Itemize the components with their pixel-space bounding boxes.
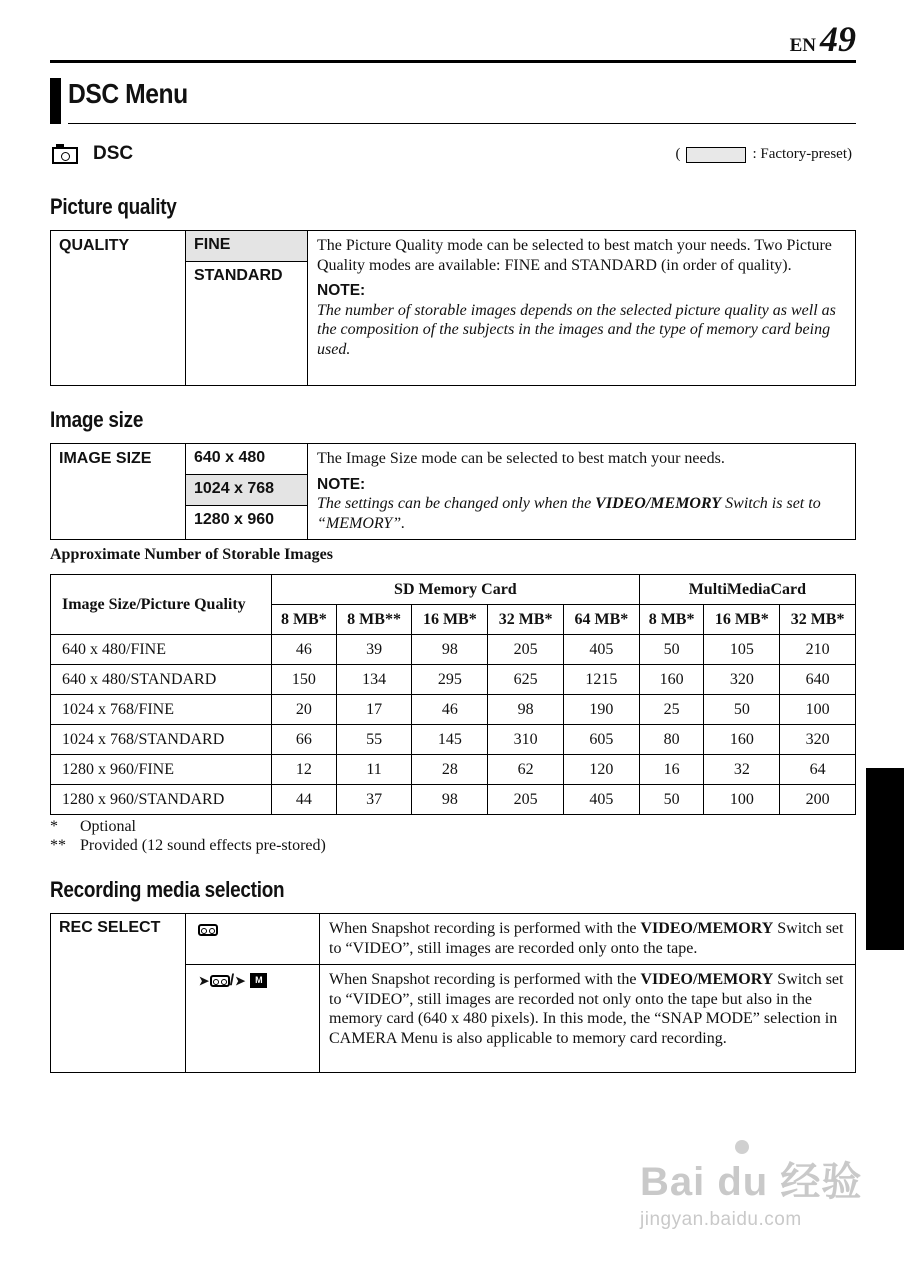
image-size-heading: Image size — [50, 407, 144, 432]
table-cell: 98 — [412, 785, 488, 815]
table-cell: 80 — [639, 725, 704, 755]
preset-text: : Factory-preset) — [752, 146, 852, 162]
table-cell: 20 — [272, 695, 337, 725]
row-label: 1280 x 960/FINE — [51, 755, 272, 785]
quality-note-label: NOTE: — [317, 282, 366, 299]
rec-option-tape — [186, 914, 320, 965]
table-cell: 160 — [704, 725, 780, 755]
table-cell: 210 — [780, 635, 856, 665]
table-cell: 200 — [780, 785, 856, 815]
table-cell: 145 — [412, 725, 488, 755]
table-cell: 134 — [336, 665, 412, 695]
table-cell: 46 — [412, 695, 488, 725]
quality-note: The number of storable images depends on the selected picture quality as well as the composition of the subjects in the images and the type of memory card being used. — [317, 301, 836, 358]
page-number-value: 49 — [820, 19, 856, 59]
quality-options — [186, 231, 308, 386]
image-size-table — [50, 443, 856, 540]
quality-item: QUALITY — [51, 231, 186, 386]
image-size-options — [186, 444, 308, 540]
picture-quality-table — [50, 230, 856, 386]
rec-media-heading: Recording media selection — [50, 877, 285, 902]
table-row — [51, 695, 856, 725]
table-cell: 105 — [704, 635, 780, 665]
preset-paren: ( — [675, 146, 681, 162]
table-row — [51, 665, 856, 695]
row2-pre: When Snapshot recording is performed with the — [329, 971, 641, 988]
arrow-icon: ➤ — [198, 972, 210, 989]
row1-post: Switch set to “VIDEO”, still images are recorded only onto the tape. — [329, 920, 844, 957]
row-label: 640 x 480/STANDARD — [51, 665, 272, 695]
row-label: 1024 x 768/STANDARD — [51, 725, 272, 755]
language-label: EN — [789, 35, 816, 56]
table-cell: 205 — [488, 635, 564, 665]
table-cell: 320 — [780, 725, 856, 755]
table-cell: 64 — [780, 755, 856, 785]
dsc-subheader — [52, 143, 133, 165]
table-cell: 50 — [704, 695, 780, 725]
table-cell: 66 — [272, 725, 337, 755]
option-separator: / — [229, 972, 235, 989]
table-cell: 44 — [272, 785, 337, 815]
table-cell: 640 — [780, 665, 856, 695]
factory-preset-legend — [675, 146, 852, 163]
row-label: 1280 x 960/STANDARD — [51, 785, 272, 815]
table-row — [51, 755, 856, 785]
memory-card-icon: M — [250, 973, 267, 988]
title-rule — [68, 123, 856, 124]
footnote-1 — [50, 818, 136, 836]
note-pre: The settings can be changed only when the — [317, 495, 596, 512]
image-size-item: IMAGE SIZE — [51, 444, 186, 540]
image-size-description — [308, 444, 856, 540]
watermark — [640, 1150, 862, 1231]
image-size-note — [317, 494, 846, 533]
rec-row2-description — [320, 965, 856, 1073]
footnote-text: Optional — [80, 818, 136, 835]
column-header: 32 MB* — [488, 605, 564, 635]
mmc-header: MultiMediaCard — [639, 575, 855, 605]
column-header: 16 MB* — [412, 605, 488, 635]
arrow-icon: ➤ — [234, 972, 246, 989]
table-cell: 16 — [639, 755, 704, 785]
row1-pre: When Snapshot recording is performed with the — [329, 920, 641, 937]
rec-row1-description — [320, 914, 856, 965]
column-header: 16 MB* — [704, 605, 780, 635]
watermark-url: jingyan.baidu.com — [640, 1209, 802, 1230]
table-cell: 160 — [639, 665, 704, 695]
footnote-mark: ** — [50, 837, 66, 854]
quality-text: The Picture Quality mode can be selected to best match your needs. Two Picture Quality modes are available: FINE and STANDARD (in order of quality). — [317, 237, 832, 274]
quality-description — [308, 231, 856, 386]
column-header: 8 MB* — [272, 605, 337, 635]
table-cell: 62 — [488, 755, 564, 785]
side-tab — [866, 768, 904, 950]
table-row — [51, 785, 856, 815]
table-cell: 50 — [639, 785, 704, 815]
page-number — [790, 18, 856, 60]
storable-table — [50, 574, 856, 815]
picture-quality-heading: Picture quality — [50, 194, 177, 219]
column-header: 8 MB* — [639, 605, 704, 635]
table-cell: 150 — [272, 665, 337, 695]
title-bar — [50, 78, 61, 124]
option-fine: FINE — [186, 231, 307, 262]
table-row — [51, 635, 856, 665]
row2-bold: VIDEO/MEMORY — [640, 971, 774, 988]
row1-bold: VIDEO/MEMORY — [640, 920, 774, 937]
note-post: Switch is set to “MEMORY”. — [317, 495, 821, 532]
table-cell: 55 — [336, 725, 412, 755]
storable-caption: Approximate Number of Storable Images — [50, 546, 333, 563]
table-cell: 605 — [563, 725, 639, 755]
option-1024x768: 1024 x 768 — [186, 475, 307, 506]
footnote-text: Provided (12 sound effects pre-stored) — [80, 837, 326, 854]
camera-icon — [52, 147, 78, 164]
image-size-note-label: NOTE: — [317, 475, 366, 493]
table-cell: 98 — [488, 695, 564, 725]
table-cell: 100 — [780, 695, 856, 725]
column-header: 64 MB* — [563, 605, 639, 635]
header-rule — [50, 60, 856, 63]
table-cell: 190 — [563, 695, 639, 725]
row-label: 640 x 480/FINE — [51, 635, 272, 665]
table-cell: 12 — [272, 755, 337, 785]
sd-card-header: SD Memory Card — [272, 575, 640, 605]
tape-icon — [210, 975, 230, 987]
table-cell: 50 — [639, 635, 704, 665]
table-cell: 1215 — [563, 665, 639, 695]
table-cell: 98 — [412, 635, 488, 665]
paw-icon — [735, 1140, 749, 1154]
footnote-2 — [50, 837, 326, 855]
table-cell: 39 — [336, 635, 412, 665]
table-cell: 32 — [704, 755, 780, 785]
dsc-label: DSC — [93, 143, 134, 164]
table-cell: 320 — [704, 665, 780, 695]
option-1280x960: 1280 x 960 — [194, 511, 275, 528]
footnote-mark: * — [50, 818, 58, 835]
table-row — [51, 725, 856, 755]
row-label: 1024 x 768/FINE — [51, 695, 272, 725]
rec-option-tape-memory — [186, 965, 320, 1073]
table-cell: 37 — [336, 785, 412, 815]
table-cell: 11 — [336, 755, 412, 785]
page-title: DSC Menu — [68, 78, 188, 109]
table-cell: 405 — [563, 785, 639, 815]
rec-select-table — [50, 913, 856, 1073]
table-cell: 120 — [563, 755, 639, 785]
option-640x480: 640 x 480 — [186, 444, 307, 475]
table-cell: 405 — [563, 635, 639, 665]
table-cell: 17 — [336, 695, 412, 725]
watermark-brand: Bai du 经验 — [640, 1160, 863, 1204]
image-size-text: The Image Size mode can be selected to best match your needs. — [317, 450, 725, 467]
table-cell: 205 — [488, 785, 564, 815]
table-cell: 25 — [639, 695, 704, 725]
table-cell: 28 — [412, 755, 488, 785]
preset-swatch — [686, 147, 746, 163]
corner-header: Image Size/Picture Quality — [51, 575, 272, 635]
table-cell: 100 — [704, 785, 780, 815]
tape-icon — [198, 924, 218, 936]
option-standard: STANDARD — [194, 267, 283, 284]
column-header: 8 MB** — [336, 605, 412, 635]
note-bold: VIDEO/MEMORY — [595, 495, 722, 512]
rec-select-item: REC SELECT — [51, 914, 186, 1073]
table-cell: 46 — [272, 635, 337, 665]
table-cell: 625 — [488, 665, 564, 695]
column-header: 32 MB* — [780, 605, 856, 635]
row2-post: Switch set to “VIDEO”, still images are recorded not only onto the tape but also in the memory card (640 x 480 pixels). In this mode, the “SNAP MODE” selection in CAMERA Menu is also applicable to memory card recording. — [329, 971, 844, 1047]
table-cell: 295 — [412, 665, 488, 695]
table-cell: 310 — [488, 725, 564, 755]
